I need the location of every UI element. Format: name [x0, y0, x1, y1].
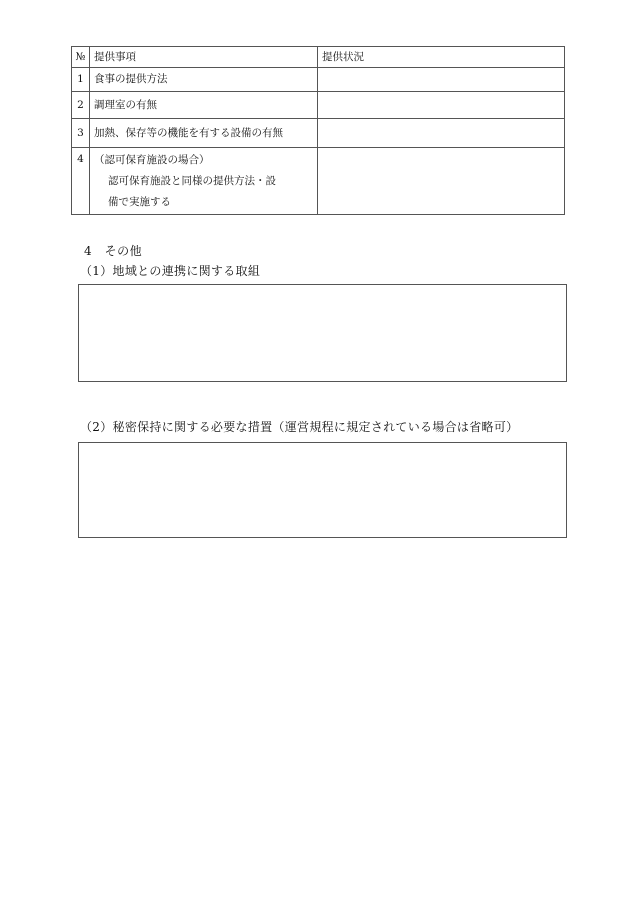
table-row — [72, 119, 565, 148]
row-item: 調理室の有無 — [90, 92, 318, 119]
row-number: 3 — [72, 119, 90, 148]
community-cooperation-answer-box[interactable] — [78, 284, 567, 382]
header-status: 提供状況 — [318, 47, 565, 68]
row-number: 2 — [72, 92, 90, 119]
row-number: 1 — [72, 68, 90, 92]
subsection-heading-community: （1）地域との連携に関する取組 — [80, 264, 261, 278]
table-row — [72, 68, 565, 92]
table-row — [72, 148, 565, 215]
subsection-heading-confidentiality: （2）秘密保持に関する必要な措置（運営規程に規定されている場合は省略可） — [80, 420, 519, 434]
confidentiality-answer-box[interactable] — [78, 442, 567, 538]
header-item: 提供事項 — [90, 47, 318, 68]
meal-provision-table — [71, 46, 565, 215]
header-no: № — [72, 47, 90, 68]
row-status-cell[interactable] — [318, 148, 565, 215]
row-item-line: （認可保育施設の場合） — [94, 153, 210, 166]
row-item — [90, 148, 318, 215]
row-item: 加熱、保存等の機能を有する設備の有無 — [90, 119, 318, 148]
row-item-line: 認可保育施設と同様の提供方法・設 — [108, 174, 276, 187]
row-item-line: 備で実施する — [108, 195, 171, 208]
row-item: 食事の提供方法 — [90, 68, 318, 92]
row-status-cell[interactable] — [318, 68, 565, 92]
table-row — [72, 92, 565, 119]
row-number: 4 — [72, 148, 90, 215]
row-status-cell[interactable] — [318, 92, 565, 119]
table-header-row — [72, 47, 565, 68]
section-heading-other: 4 その他 — [84, 244, 143, 258]
row-status-cell[interactable] — [318, 119, 565, 148]
